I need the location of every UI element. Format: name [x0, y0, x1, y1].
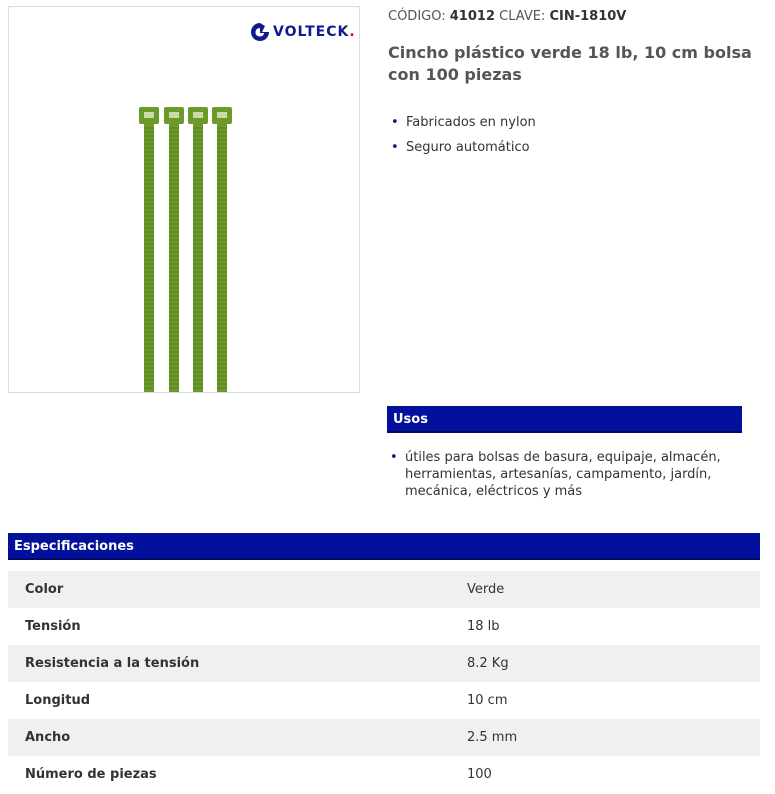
table-row [8, 719, 760, 756]
key-label: CLAVE: [499, 9, 546, 24]
table-row [8, 682, 760, 719]
code-label: CÓDIGO: [388, 9, 446, 24]
brand-name: VOLTECK. [273, 24, 356, 40]
spec-label: Ancho [8, 719, 467, 756]
feature-list [391, 110, 536, 160]
spec-value: 100 [467, 767, 492, 782]
code-value: 41012 [449, 9, 495, 24]
spec-value: 10 cm [467, 693, 508, 708]
uses-header: Usos [387, 406, 742, 433]
spec-label: Resistencia a la tensión [8, 645, 467, 682]
spec-value: 2.5 mm [467, 719, 760, 756]
spec-label: Número de piezas [25, 767, 157, 782]
key-value: CIN-1810V [549, 9, 627, 24]
table-row [8, 571, 760, 608]
uses-item: • útiles para bolsas de basura, equipaje, almacén, herramientas, artesanías, campamento, jardín, mecánica, eléctricos y más [390, 449, 730, 500]
cable-tie [212, 107, 232, 392]
product-image-box [8, 6, 360, 393]
table-row [8, 608, 760, 645]
feature-item: • Fabricados en nylon [391, 110, 536, 135]
cable-tie [139, 107, 159, 392]
cable-tie [188, 107, 208, 392]
product-title: Cincho plástico verde 18 lb, 10 cm bolsa con 100 piezas [388, 43, 752, 84]
specs-header: Especificaciones [8, 533, 760, 560]
spec-value: 18 lb [467, 619, 500, 634]
table-row [8, 645, 760, 682]
spec-label: Color [8, 571, 467, 608]
table-row [8, 756, 760, 793]
spec-value: 8.2 Kg [467, 645, 760, 682]
cable-tie [164, 107, 184, 392]
spec-label: Longitud [25, 693, 91, 708]
cable-ties-image [9, 7, 359, 392]
specs-table [8, 571, 760, 793]
uses-list [390, 449, 730, 500]
spec-value: Verde [467, 571, 760, 608]
feature-item: • Seguro automático [391, 135, 536, 160]
spec-label: Tensión [25, 619, 81, 634]
product-meta [388, 9, 626, 24]
